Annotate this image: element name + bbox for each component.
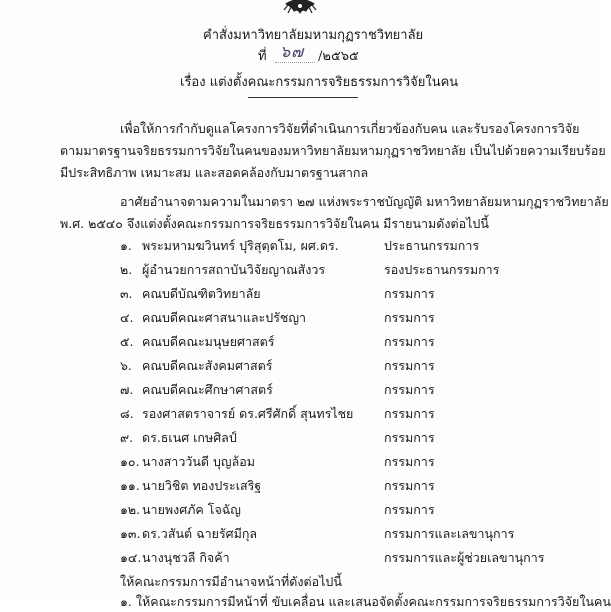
member-role: กรรมการ <box>384 382 435 397</box>
paragraph-1-line-1: เพื่อให้การกำกับดูแลโครงการวิจัยที่ดำเนินการเกี่ยวข้องกับคน และรับรองโครงการวิจัย <box>120 121 580 136</box>
member-name: นายวิชิต ทองประเสริฐ <box>142 478 262 493</box>
member-role: กรรมการและเลขานุการ <box>384 526 515 541</box>
member-name: คณบดีบัณฑิตวิทยาลัย <box>142 286 261 301</box>
member-name: คณบดีคณะสังคมศาสตร์ <box>142 358 273 373</box>
order-title: คำสั่งมหาวิทยาลัยมหามกุฏราชวิทยาลัย <box>203 28 424 43</box>
member-name: คณบดีคณะศึกษาศาสตร์ <box>142 382 273 397</box>
member-name: ผู้อำนวยการสถาบันวิจัยญาณสังวร <box>142 262 326 277</box>
member-role: กรรมการ <box>384 334 435 349</box>
order-subject: เรื่อง แต่งตั้งคณะกรรมการจริยธรรมการวิจัยในคน <box>180 75 459 90</box>
member-role: กรรมการ <box>384 358 435 373</box>
member-role: กรรมการ <box>384 430 435 445</box>
order-number-year: /๒๕๖๕ <box>318 49 359 64</box>
member-name: นางนุชวลี กิจค้า <box>142 550 230 565</box>
paragraph-2-line-2: พ.ศ. ๒๕๔๐ จึงแต่งตั้งคณะกรรมการจริยธรรมการวิจัยในคน มีรายนามดังต่อไปนี้ <box>60 216 489 231</box>
member-name: นางสาววันดี บุญล้อม <box>142 454 255 469</box>
member-role: กรรมการ <box>384 454 435 469</box>
paragraph-1-line-3: มีประสิทธิภาพ เหมาะสม และสอดคล้องกับมาตรฐานสากล <box>60 165 369 180</box>
member-role: ประธานกรรมการ <box>384 238 480 253</box>
member-name: ดร.วสันต์ ฉายรัศมีกุล <box>142 526 258 541</box>
member-name: คณบดีคณะศาสนาและปรัชญา <box>142 310 307 325</box>
document-page: คำสั่งมหาวิทยาลัยมหามกุฏราชวิทยาลัย ที่ ๖๗ /๒๕๖๕ เรื่อง แต่งตั้งคณะกรรมการจริยธรรมการวิจัยในคน เพื่อให้การกำกับดูแลโครงการวิจัยที่ดำเนินการเกี่ยวข้องกับคน และรับรองโครงการวิจัย ตามมาตรฐานจริยธรรมการวิจัยในคนของมหาวิทยาลัยมหามกุฏราชวิทยาลัย เป็นไปด้วยความเรียบร้อย มีประสิทธิภาพ เหมาะสม และสอดคล้องกับมาตรฐานสากล อาศัยอำนาจตามความในมาตรา ๒๗ แห่งพระราชบัญญัติ มหาวิทยาลัยมหามกุฏราชวิทยาลัย พ.ศ. ๒๕๔๐ จึงแต่งตั้งคณะกรรมการจริยธรรมการวิจัยในคน มีรายนามดังต่อไปนี้ ๑. พระมหามฆวินทร์ ปุริสุตฺตโม, ผศ.ดร. ประธานกรรมการ ๒. ผู้อำนวยการสถาบันวิจัยญาณสังวร รองประธานกรรมการ ๓. คณบดีบัณฑิตวิทยาลัย กรรมการ ๔. คณบดีคณะศาสนาและปรัชญา กรรมการ ๕. คณบดีคณะมนุษยศาสตร์ กรรมการ ๖. คณบดีคณะสังคมศาสตร์ กรรมการ ๗. คณบดีคณะศึกษาศาสตร์ กรรมการ ๘. รองศาสตราจารย์ ดร.ศรีศักดิ์ สุนทรไชย กรรมการ ๙. ดร.ธเนศ เกษศิลป์ กรรมการ ๑๐. นางสาววันดี บุญล้อม กรรมการ ๑๑. นายวิชิต ทองประเสริฐ กรรมการ ๑๒. นายพงศภัค โจฉัญ กรรมการ ๑๓. ดร.วสันต์ ฉายรัศมีกุล กรรมการและเลขานุการ ๑๔. นางนุชวลี กิจค้า กรรมการและผู้ช่วยเลขานุการ ให้คณะกรรมการมีอำนาจหน้าที่ดังต่อไปนี้ ๑. ให้คณะกรรมการมีหน้าที่ ขับเคลื่อน และเสนอจัดตั้งคณะกรรมการจริยธรรมการวิจัยในคน <box>0 0 600 600</box>
member-name: รองศาสตราจารย์ ดร.ศรีศักดิ์ สุนทรไชย <box>142 406 354 421</box>
order-number-label: ที่ <box>258 49 267 64</box>
member-name: ดร.ธเนศ เกษศิลป์ <box>142 430 237 445</box>
member-role: กรรมการและผู้ช่วยเลขานุการ <box>384 550 545 565</box>
number-underline <box>275 62 315 63</box>
paragraph-2-line-1: อาศัยอำนาจตามความในมาตรา ๒๗ แห่งพระราชบัญญัติ มหาวิทยาลัยมหามกุฏราชวิทยาลัย <box>120 194 609 209</box>
member-role: กรรมการ <box>384 310 435 325</box>
member-role: กรรมการ <box>384 478 435 493</box>
member-name: นายพงศภัค โจฉัญ <box>142 502 241 517</box>
member-role: กรรมการ <box>384 502 435 517</box>
order-number-value: ๖๗ <box>280 42 305 61</box>
member-name: พระมหามฆวินทร์ ปุริสุตฺตโม, ผศ.ดร. <box>142 238 339 253</box>
duties-intro: ให้คณะกรรมการมีอำนาจหน้าที่ดังต่อไปนี้ <box>120 574 342 589</box>
header-divider <box>248 97 358 98</box>
member-role: กรรมการ <box>384 406 435 421</box>
member-role: รองประธานกรรมการ <box>384 262 500 277</box>
duties-item-1: ๑. ให้คณะกรรมการมีหน้าที่ ขับเคลื่อน และเสนอจัดตั้งคณะกรรมการจริยธรรมการวิจัยในคน <box>120 594 611 609</box>
garuda-emblem-icon <box>282 0 318 20</box>
member-role: กรรมการ <box>384 286 435 301</box>
paragraph-1-line-2: ตามมาตรฐานจริยธรรมการวิจัยในคนของมหาวิทยาลัยมหามกุฏราชวิทยาลัย เป็นไปด้วยความเรียบร้อย <box>60 143 606 158</box>
member-name: คณบดีคณะมนุษยศาสตร์ <box>142 334 275 349</box>
